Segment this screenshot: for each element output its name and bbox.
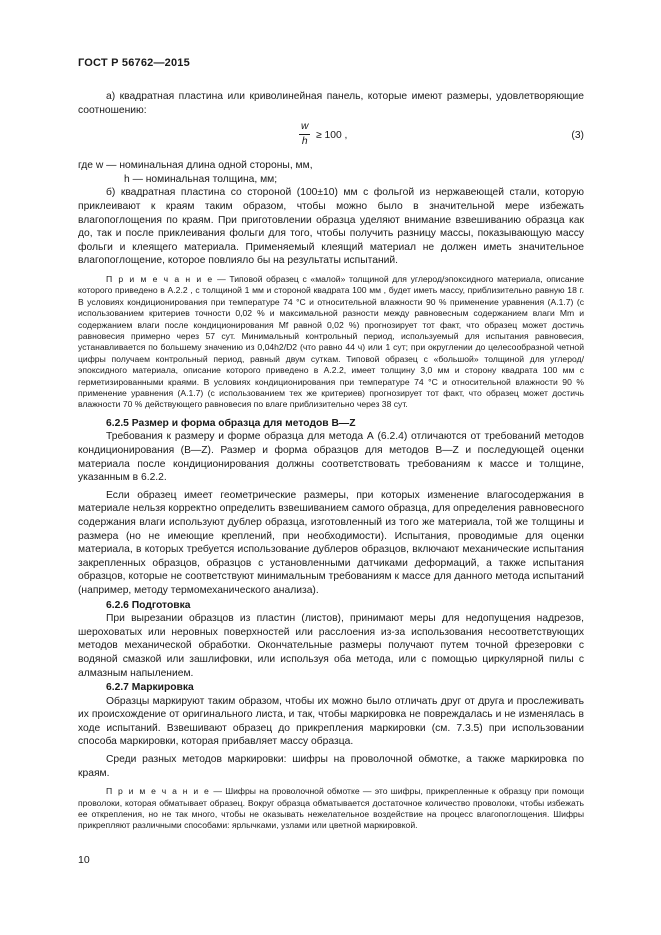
note-text: — Шифры на проволочной обмотке — это шифры, прикрепленные к образцу при помощи проволоки, которая обматывает образец. Вокруг образца обматывается достаточное количество проволоки, чтобы избежать ее открепления, но не так много, чтобы не оказывать нежелательное воздействие на процесс влагопоглощения. Шифры прикрепляют различными способами: ярлычками, узлами или цветной маркировкой. [78, 786, 584, 831]
formula-3 [78, 119, 584, 159]
paragraph: Если образец имеет геометрические размеры, при которых изменение влагосодержания в материале нельзя корректно определить взвешиванием самого образца, для определения равновесного содержания влаги используют дублер образца, изготовленный из того же материала, той же толщины и размера (но не имеющие креплений, при необходимости). Испытания, проводимые для оценки материала, в которых требуется использование дублеров образцов, включают механические испытания закрепленных образцов, образцов с установленными датчиками деформаций, а также испытания образцов, которые не соответствуют минимальным требованиям к массе для данного метода испытаний (например, методу термомеханического анализа). [78, 489, 584, 596]
note-1 [78, 274, 584, 411]
paragraph: При вырезании образцов из пластин (листов), принимают меры для недопущения надрезов, шероховатых или неровных поверхностей или расслоения из-за использования несоответствующих методов механической обработки. Окончательные размеры получают путем точной фрезеровки с водяной смазкой или зашлифовки, или используя оба метода, или с помощью циркулярной пилы с алмазным напылением. [78, 613, 584, 679]
paragraph-item-a: а) квадратная пластина или криволинейная панель, которые имеют размеры, удовлетворяющие соотношению: [78, 91, 584, 116]
formula-relation: ≥ 100 , [316, 130, 348, 142]
definition-h: h — номинальная толщина, мм; [124, 173, 278, 185]
definition-w: где w — номинальная длина одной стороны, мм, [78, 160, 313, 172]
paragraph: Среди разных методов маркировки: шифры на проволочной обмотке, а также маркировка по краям. [78, 754, 584, 779]
note-2 [78, 786, 584, 832]
paragraph: Образцы маркируют таким образом, чтобы их можно было отличать друг от друга и прослеживать их происхождение от оригинального листа, и так, чтобы маркировка не повреждалась и не изменялась в ходе испытаний. Взвешивают образец до прикрепления маркировки (см. 7.3.5) при использовании способа маркировки, которая прибавляет массу образца. [78, 695, 584, 748]
formula-fraction [299, 121, 310, 148]
section-heading-6-2-5: 6.2.5 Размер и форма образца для методов В—Z [106, 417, 356, 429]
document-body [78, 90, 584, 832]
document-header: ГОСТ Р 56762—2015 [78, 57, 190, 69]
section-heading-6-2-7: 6.2.7 Маркировка [106, 682, 194, 694]
note-text: — Типовой образец с «малой» толщиной для углерод/эпоксидного материала, описание которого приведено в А.2.2 , с толщиной 1 мм и стороной квадрата 100 мм , будет иметь массу, приблизительно равную 18 г. В условиях кондиционирования при температуре 74 °С и относительной влажности 90 % применение уравнения (А.1.7) (с использованием критериев точности 0,02 % и максимальной разности между равновесным содержанием влаги Mm и содержанием влаги после кондиционирования Mf равной 0,02 %) прогнозирует тот факт, что образец может достичь равновесия примерно через 57 сут. Минимальный контрольный период, используемый для испытания равновесия, устанавливается по большему значению из 0,04h2/D2 (что равно 44 ч) или 1 сут; при округлении до целесообразной четной цифры получаем контрольный период, равный двум суткам. Типовой образец с «большой» толщиной для углерод/эпоксидного материала, описание которого приведено в А.2.2, имеет толщину 3,0 мм и сторону квадрата 100 мм с герметизированными краями. В условиях кондиционирования при температуре 74 °С и относительной влажности 90 % применение уравнения (А.1.7) (с использованием тех же критериев) прогнозирует тот факт, что образец может достичь влажности 70 % действующего равновесия по влаге приблизительно через 38 сут. [78, 273, 584, 410]
formula-numerator: w [299, 121, 310, 135]
section-heading-6-2-6: 6.2.6 Подготовка [106, 599, 191, 611]
paragraph-item-b: б) квадратная пластина со стороной (100±10) мм с фольгой из нержавеющей стали, которую приклеивают к краям таким образом, чтобы можно было в значительной мере избежать влагопоглощения по краям. При приготовлении образца уделяют внимание взвешиванию образца как до, так и после приклеивания фольги для того, чтобы получить разницу массы, показывающую массу фольги и клеящего материала. Применяемый клеящий материал не должен иметь значительное влагопоглощение, которое повлияло бы на результаты испытаний. [78, 187, 584, 267]
formula-number: (3) [571, 130, 584, 142]
paragraph: Требования к размеру и форме образца для метода А (6.2.4) отличаются от требований методов кондиционирования (В—Z). Размер и форма образцов для методов В—Z и последующей оценки материала после кондиционирования должны соответствовать требованиям к массе и толщине, указанным в 6.2.2. [78, 431, 584, 484]
note-label: П р и м е ч а н и е [106, 273, 214, 284]
formula-denominator: h [301, 136, 308, 148]
page-number: 10 [78, 854, 90, 866]
note-label: П р и м е ч а н и е [106, 786, 211, 797]
